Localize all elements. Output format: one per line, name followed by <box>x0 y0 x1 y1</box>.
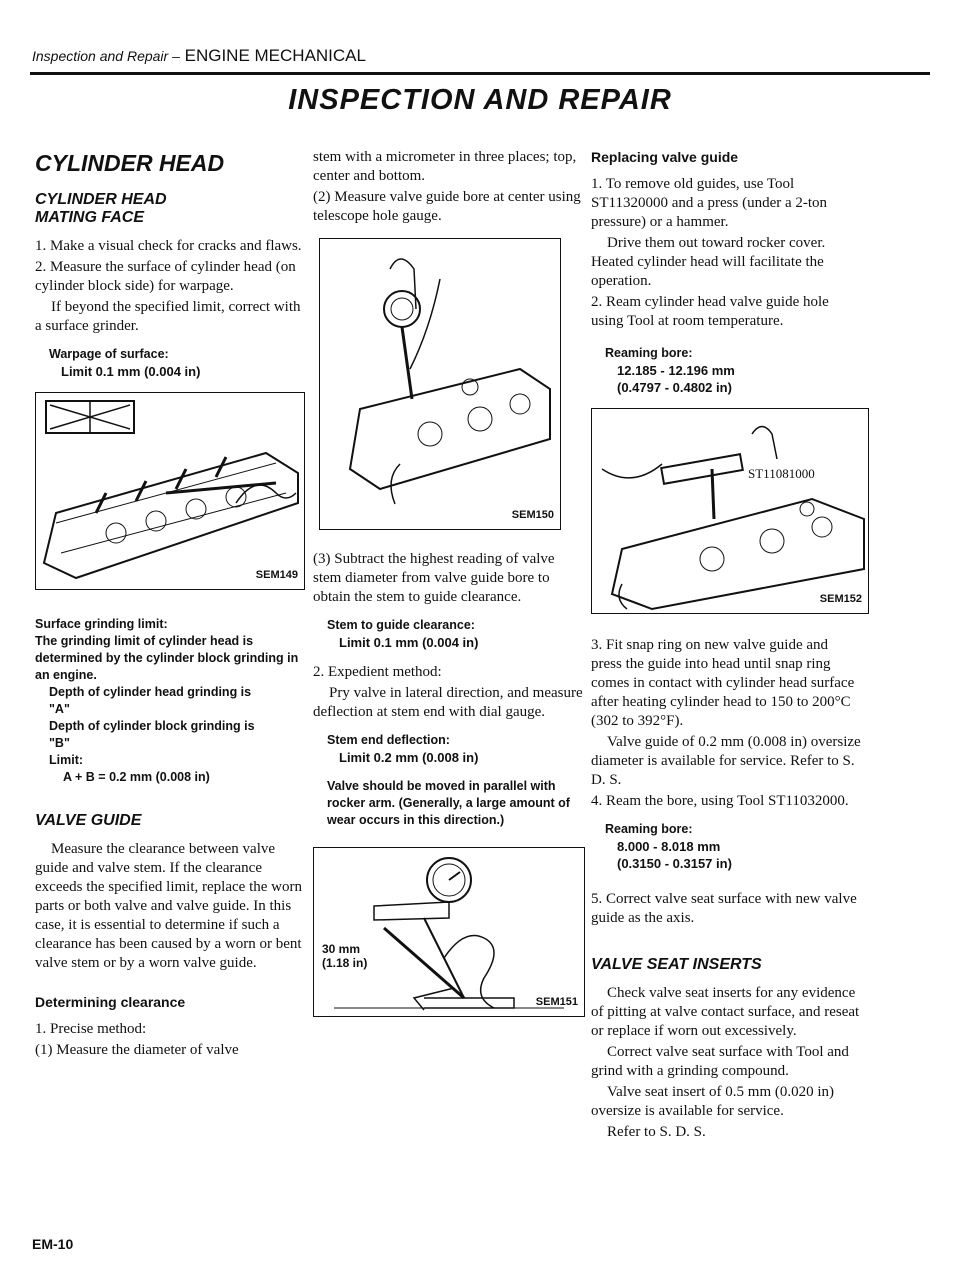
paragraph: 4. Ream the bore, using Tool ST11032000. <box>591 793 849 809</box>
paragraph: 1. Make a visual check for cracks and flaws. <box>35 238 302 254</box>
warpage-spec <box>49 346 305 380</box>
sg-a <box>49 684 305 718</box>
dimension-in: (1.18 in) <box>322 956 368 970</box>
header-section-italic: Inspection and Repair – <box>32 48 180 64</box>
spec-value: (0.3150 - 0.3157 in) <box>617 856 732 871</box>
telescope-gauge-illustration <box>320 239 560 529</box>
cylinder-head-illustration <box>36 393 304 589</box>
paragraph: 5. Correct valve seat surface with new valve guide as the axis. <box>591 891 857 926</box>
spec-value: 8.000 - 8.018 mm <box>617 839 721 854</box>
paragraph: Valve guide of 0.2 mm (0.008 in) oversize diameter is available for service. Refer to S. D. S. <box>591 734 861 788</box>
spec-value: 12.185 - 12.196 mm <box>617 363 735 378</box>
deflection-spec <box>327 732 583 766</box>
header-rule <box>30 72 930 75</box>
paragraph: (1) Measure the diameter of valve <box>35 1042 239 1058</box>
running-header <box>32 46 366 66</box>
sg-limit: Limit: <box>49 753 84 767</box>
heading-determining-clearance: Determining clearance <box>35 994 186 1010</box>
sg-a-line: Depth of cylinder head grinding is <box>49 685 252 699</box>
heading-replacing-valve-guide: Replacing valve guide <box>591 149 739 165</box>
spec-label: Reaming bore: <box>605 822 693 836</box>
paragraph: Drive them out toward rocker cover. Heated cylinder head will facilitate the operation. <box>591 235 826 289</box>
paragraph: stem with a micrometer in three places; top, center and bottom. <box>313 149 577 184</box>
page-number: EM-10 <box>32 1236 74 1252</box>
sg-b-value: "B" <box>49 736 70 750</box>
figure-deflection <box>313 847 585 1017</box>
paragraph: (2) Measure valve guide bore at center using telescope hole gauge. <box>313 189 581 224</box>
figure-code: SEM150 <box>511 509 554 521</box>
sg-a-value: "A" <box>49 702 70 716</box>
figure-dimension-label <box>322 942 367 970</box>
tool-number-label: ST11081000 <box>748 466 815 481</box>
paragraph: Measure the clearance between valve guide and valve stem. If the clearance exceeds the specified limit, replace the worn parts or both valve and valve guide. In this case, it is essential to determine if such a clearance has been caused by a worn or bent valve stem or by a worn valve guide. <box>35 841 302 971</box>
heading-mating-line1: CYLINDER HEAD <box>35 191 167 208</box>
dial-gauge-illustration <box>314 848 584 1016</box>
figure-guide-bore <box>319 238 561 530</box>
figure-code: SEM151 <box>535 996 578 1008</box>
heading-valve-guide: VALVE GUIDE <box>35 812 142 829</box>
heading-mating-face <box>35 191 305 227</box>
surface-grinding-spec <box>35 616 305 786</box>
sg-text: The grinding limit of cylinder head is determined by the cylinder block grinding in an engine. <box>35 634 299 682</box>
paragraph: Pry valve in lateral direction, and measure deflection at stem end with dial gauge. <box>313 685 583 720</box>
paragraph: 2. Measure the surface of cylinder head (on cylinder block side) for warpage. <box>35 259 296 294</box>
reamer-illustration <box>592 409 868 613</box>
paragraph: 3. Fit snap ring on new valve guide and press the guide into head until snap ring comes in contact with cylinder head surface after heating cylinder head to 150 to 200°C (302 to 392°F). <box>591 637 855 729</box>
heading-mating-line2: MATING FACE <box>35 209 145 226</box>
sg-b-line: Depth of cylinder block grinding is <box>49 719 255 733</box>
clearance-spec <box>327 617 583 651</box>
spec-label: Reaming bore: <box>605 346 693 360</box>
figure-reaming <box>591 408 869 614</box>
column-2 <box>313 148 583 1029</box>
page-title: INSPECTION AND REPAIR <box>288 84 672 116</box>
sg-limit-value: A + B = 0.2 mm (0.008 in) <box>63 770 210 784</box>
paragraph: 1. Precise method: <box>35 1021 147 1037</box>
figure-code: SEM149 <box>255 569 298 581</box>
column-3 <box>591 148 861 1144</box>
rocker-arm-note: Valve should be moved in parallel with rocker arm. (Generally, a large amount of wear occurs in this direction.) <box>327 779 570 827</box>
spec-value: Limit 0.2 mm (0.008 in) <box>339 750 479 765</box>
spec-label: Stem end deflection: <box>327 733 450 747</box>
sg-b <box>49 718 305 752</box>
sg-label: Surface grinding limit: <box>35 617 168 631</box>
dimension-mm: 30 mm <box>322 942 361 956</box>
paragraph: Valve seat insert of 0.5 mm (0.020 in) oversize is available for service. <box>591 1084 835 1119</box>
spec-label: Warpage of surface: <box>49 347 169 361</box>
column-1 <box>35 148 305 1062</box>
spec-value: (0.4797 - 0.4802 in) <box>617 380 732 395</box>
paragraph: Check valve seat inserts for any evidence of pitting at valve contact surface, and reseat or replace if worn out excessively. <box>591 985 860 1039</box>
paragraph: (3) Subtract the highest reading of valve stem diameter from valve guide bore to obtain the stem to guide clearance. <box>313 551 555 605</box>
paragraph: 2. Expedient method: <box>313 664 442 680</box>
reaming-spec-2 <box>605 821 861 872</box>
spec-label: Stem to guide clearance: <box>327 618 475 632</box>
reaming-spec-1 <box>605 345 861 396</box>
figure-code: SEM152 <box>819 593 862 605</box>
spec-value: Limit 0.1 mm (0.004 in) <box>339 635 479 650</box>
paragraph: If beyond the specified limit, correct with a surface grinder. <box>35 299 301 334</box>
paragraph: 2. Ream cylinder head valve guide hole using Tool at room temperature. <box>591 294 829 329</box>
header-section-caps: ENGINE MECHANICAL <box>184 46 366 65</box>
paragraph: Correct valve seat surface with Tool and grind with a grinding compound. <box>591 1044 849 1079</box>
spec-value: Limit 0.1 mm (0.004 in) <box>61 364 201 379</box>
figure-surface-check <box>35 392 305 590</box>
heading-valve-seat-inserts: VALVE SEAT INSERTS <box>591 956 762 973</box>
heading-cylinder-head: CYLINDER HEAD <box>35 150 225 176</box>
paragraph: 1. To remove old guides, use Tool ST11320000 and a press (under a 2-ton pressure) or a hammer. <box>591 176 828 230</box>
paragraph: Refer to S. D. S. <box>607 1124 706 1140</box>
